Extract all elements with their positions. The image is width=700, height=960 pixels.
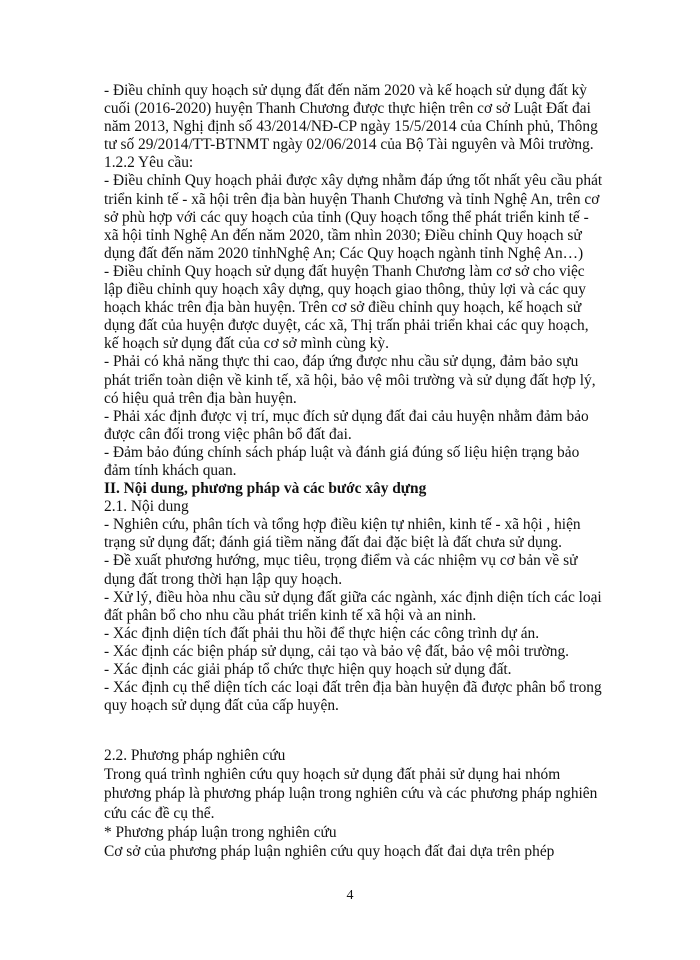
body-line: - Nghiên cứu, phân tích và tổng hợp điều kiện tự nhiên, kinh tế - xã hội , hiện bbox=[104, 516, 581, 534]
body-line: * Phương pháp luận trong nghiên cứu bbox=[104, 823, 337, 841]
methods-section bbox=[104, 746, 644, 861]
body-line: tư số 29/2014/TT-BTNMT ngày 02/06/2014 của Bộ Tài nguyên và Môi trường. bbox=[104, 136, 594, 154]
body-line: - Điều chỉnh Quy hoạch phải được xây dựng nhằm đáp ứng tốt nhất yêu cầu phát bbox=[104, 172, 603, 190]
body-line: đảm tính khách quan. bbox=[104, 461, 237, 479]
body-line: - Điều chỉnh Quy hoạch sử dụng đất huyện Thanh Chương làm cơ sở cho việc bbox=[104, 262, 585, 280]
body-line: được cân đối trong việc phân bổ đất đai. bbox=[104, 425, 352, 443]
body-line: - Phải có khả năng thực thi cao, đáp ứng được nhu cầu sử dụng, đảm bảo sựu bbox=[104, 353, 579, 371]
body-line: kế hoạch sử dụng đất của cơ sở mình cùng kỳ. bbox=[104, 335, 389, 353]
body-line: trạng sử dụng đất; đánh giá tiềm năng đất đai đặc biệt là đất chưa sử dụng. bbox=[104, 534, 562, 552]
body-line: hoạch khác trên địa bàn huyện. Trên cơ sở điều chỉnh quy hoạch, kế hoạch sử bbox=[104, 299, 582, 317]
section-heading: II. Nội dung, phương pháp và các bước xây dựng bbox=[104, 480, 427, 498]
body-line: xã hội tỉnh Nghệ An đến năm 2020, tầm nhìn 2030; Điều chỉnh Quy hoạch sử bbox=[104, 226, 582, 244]
body-line: cứu các đề cụ thể. bbox=[104, 804, 215, 822]
subsection-title-content: 2.1. Nội dung bbox=[104, 498, 189, 516]
body-line: - Đề xuất phương hướng, mục tiêu, trọng điểm và các nhiệm vụ cơ bản về sử bbox=[104, 552, 578, 570]
body-line: dụng đất đến năm 2020 tỉnhNghệ An; Các Quy hoạch ngành tỉnh Nghệ An…) bbox=[104, 244, 584, 262]
body-line: Trong quá trình nghiên cứu quy hoạch sử dụng đất phải sử dụng hai nhóm bbox=[104, 766, 561, 784]
body-line: - Xác định cụ thể diện tích các loại đất trên địa bàn huyện đã được phân bổ trong bbox=[104, 679, 602, 697]
body-line: dụng đất trong thời hạn lập quy hoạch. bbox=[104, 570, 343, 588]
body-line: có hiệu quả trên địa bàn huyện. bbox=[104, 389, 297, 407]
subsection-title-methods: 2.2. Phương pháp nghiên cứu bbox=[104, 747, 286, 764]
subsection-title-requirements: 1.2.2 Yêu cầu: bbox=[104, 154, 194, 172]
body-line: quy hoạch sử dụng đất của cấp huyện. bbox=[104, 697, 339, 715]
body-line: - Xác định diện tích đất phải thu hồi để thực hiện các công trình dự án. bbox=[104, 624, 540, 642]
body-line: Cơ sở của phương pháp luận nghiên cứu quy hoạch đất đai dựa trên phép bbox=[104, 843, 555, 861]
body-line: sở phù hợp với các quy hoạch của tỉnh (Quy hoạch tổng thể phát triển kinh tế - bbox=[104, 208, 589, 226]
body-line: năm 2013, Nghị định số 43/2014/NĐ-CP ngày 15/5/2014 của Chính phủ, Thông bbox=[104, 118, 598, 136]
body-line: triển kinh tế - xã hội trên địa bàn huyện Thanh Chương và tỉnh Nghệ An, trên cơ bbox=[104, 190, 600, 208]
body-line: lập điều chỉnh quy hoạch xây dựng, quy hoạch giao thông, thủy lợi và các quy bbox=[104, 281, 586, 299]
body-line: cuối (2016-2020) huyện Thanh Chương được thực hiện trên cơ sở Luật Đất đai bbox=[104, 100, 591, 118]
body-line: đất phân bổ cho nhu cầu phát triển kinh tế xã hội và an ninh. bbox=[104, 606, 477, 624]
body-line: - Phải xác định được vị trí, mục đích sử dụng đất đai cảu huyện nhằm đảm bảo bbox=[104, 407, 589, 425]
body-line: - Xử lý, điều hòa nhu cầu sử dụng đất giữa các ngành, xác định diện tích các loại bbox=[104, 588, 602, 606]
body-line: dụng đất của huyện được duyệt, các xã, Thị trấn phải triển khai các quy hoạch, bbox=[104, 317, 589, 335]
document-body bbox=[104, 82, 644, 715]
body-line: - Xác định các biện pháp sử dụng, cải tạo và bảo vệ đất, bảo vệ môi trường. bbox=[104, 642, 570, 660]
body-line: phương pháp là phương pháp luận trong nghiên cứu và các phương pháp nghiên bbox=[104, 785, 598, 803]
body-line: - Điều chỉnh quy hoạch sử dụng đất đến năm 2020 và kế hoạch sử dụng đất kỳ bbox=[104, 82, 588, 99]
body-line: - Xác định các giải pháp tổ chức thực hiện quy hoạch sử dụng đất. bbox=[104, 661, 512, 678]
body-line: phát triển toàn diện về kinh tế, xã hội, bảo vệ môi trường và sử dụng đất hợp lý, bbox=[104, 371, 596, 389]
page-number: 4 bbox=[346, 888, 354, 903]
body-line: - Đảm bảo đúng chính sách pháp luật và đánh giá đúng số liệu hiện trạng bảo bbox=[104, 443, 580, 461]
